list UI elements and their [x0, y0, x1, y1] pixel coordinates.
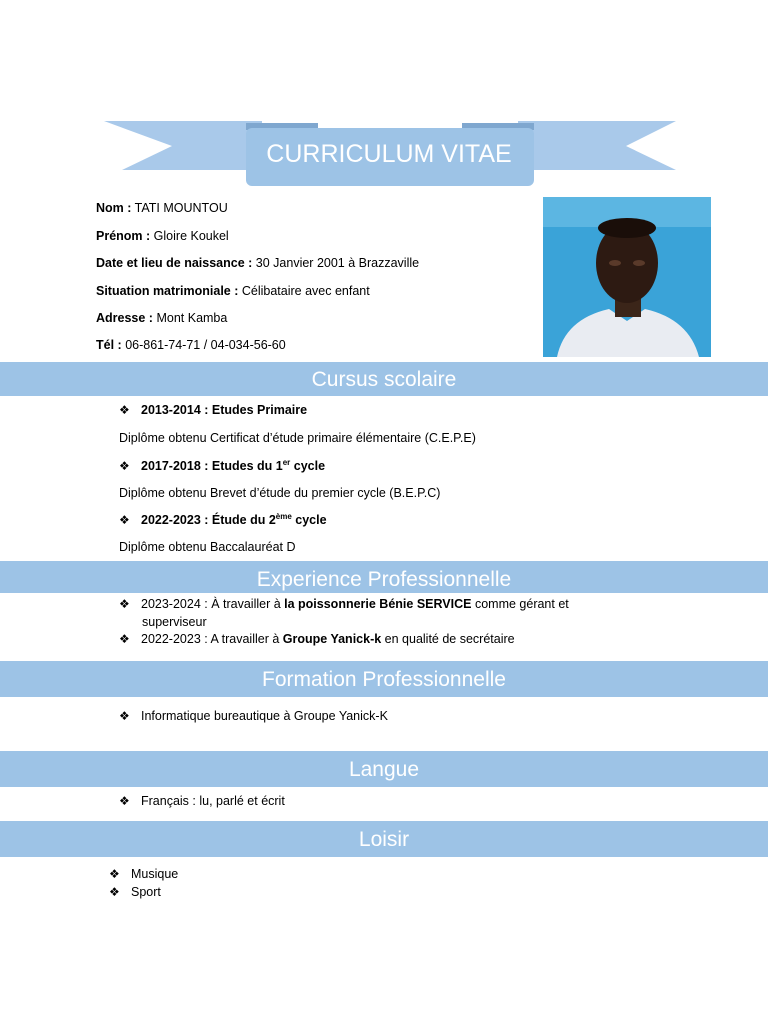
info-tel	[96, 338, 286, 352]
section-experience-header: Experience Professionnelle	[0, 561, 768, 593]
info-naissance	[96, 256, 419, 270]
experience-item-1: ❖ 2023-2024 : À travailler à la poissonnerie Bénie SERVICE comme gérant et	[119, 597, 569, 611]
bullet-icon: ❖	[119, 597, 130, 611]
section-loisir-header: Loisir	[0, 821, 768, 857]
experience-item-1-cont: superviseur	[142, 615, 207, 629]
cursus-item-2: ❖ 2017-2018 : Etudes du 1er cycle	[119, 458, 326, 473]
bullet-icon: ❖	[119, 459, 130, 473]
experience-item-2: ❖ 2022-2023 : A travailler à Groupe Yanick-k en qualité de secrétaire	[119, 632, 515, 646]
bullet-icon: ❖	[119, 403, 130, 417]
cursus-diploma-3: Diplôme obtenu Baccalauréat D	[119, 540, 296, 554]
cursus-diploma-2: Diplôme obtenu Brevet d’étude du premier cycle (B.E.P.C)	[119, 486, 441, 500]
situation-label: Situation matrimoniale :	[96, 284, 239, 298]
langue-item-1: ❖ Français : lu, parlé et écrit	[119, 794, 285, 808]
section-cursus-header: Cursus scolaire	[0, 362, 768, 396]
bullet-icon: ❖	[119, 794, 130, 808]
prenom-value: Gloire Koukel	[153, 229, 229, 243]
nom-value: TATI MOUNTOU	[134, 201, 228, 215]
bullet-icon: ❖	[119, 513, 130, 527]
info-adresse	[96, 311, 227, 325]
section-langue-header: Langue	[0, 751, 768, 787]
adresse-label: Adresse :	[96, 311, 153, 325]
info-situation	[96, 284, 370, 298]
prenom-label: Prénom :	[96, 229, 151, 243]
naissance-value: 30 Janvier 2001 à Brazzaville	[255, 256, 420, 270]
cursus-item-3: ❖ 2022-2023 : Étude du 2ème cycle	[119, 512, 327, 527]
bullet-icon: ❖	[109, 885, 120, 899]
bullet-icon: ❖	[119, 709, 130, 723]
tel-label: Tél :	[96, 338, 122, 352]
nom-label: Nom :	[96, 201, 132, 215]
tel-value: 06-861-74-71 / 04-034-56-60	[125, 338, 286, 352]
loisir-item-2: ❖ Sport	[109, 885, 161, 899]
cursus-diploma-1: Diplôme obtenu Certificat d’étude primaire élémentaire (C.E.P.E)	[119, 431, 476, 445]
bullet-icon: ❖	[119, 632, 130, 646]
cursus-item-1: ❖ 2013-2014 : Etudes Primaire	[119, 403, 308, 417]
info-nom	[96, 201, 228, 215]
loisir-item-1: ❖ Musique	[109, 867, 179, 881]
profile-photo	[543, 197, 711, 357]
adresse-value: Mont Kamba	[156, 311, 228, 325]
page-title: CURRICULUM VITAE	[266, 140, 512, 168]
situation-value: Célibataire avec enfant	[241, 284, 370, 298]
bullet-icon: ❖	[109, 867, 120, 881]
section-formation-header: Formation Professionnelle	[0, 661, 768, 697]
naissance-label: Date et lieu de naissance :	[96, 256, 253, 270]
info-prenom	[96, 229, 229, 243]
formation-item-1: ❖ Informatique bureautique à Groupe Yanick-K	[119, 709, 388, 723]
